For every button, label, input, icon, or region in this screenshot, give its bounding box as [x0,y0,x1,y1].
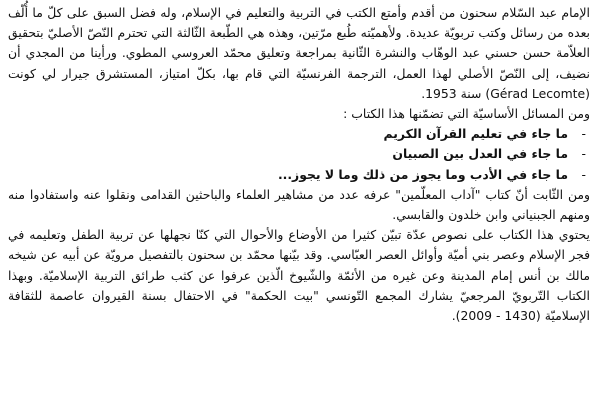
topics-list [8,124,590,185]
list-item: - ما جاء في العدل بين الصبيان [8,144,568,164]
content-paragraph: يحتوي هذا الكتاب على نصوص عدّة تبيّن كثيرا من الأوضاع والأحوال التي كنّا نجهلها عن تربية الطفل وتعليمه في فجر الإسلام وعصر بني أميّة وأوائل العصر العبّاسي. وقد بيّنها محمّد بن سحنون بالتفصيل مرويّة عن أبيه عن شيخه مالك بن أنس إمام المدينة وعن غيره من الأئمّة والشّيوخ الّذين عرفوا عن كثب طرائق التربية الإسلاميّة. وبهذا الكتاب التّربويّ المرجعيّ يشارك المجمع التّونسي "بيت الحكمة" في الاحتفال بسنة القيروان عاصمة للثقافة الإسلاميّة (1430 - 2009). [8,227,590,324]
list-item: - ما جاء في تعليم القرآن الكريم [8,124,568,144]
intro-paragraph: الإمام عبد السّلام سحنون من أقدم وأمتع الكتب في التربية والتعليم في الإسلام، وله فضل السبق على كلّ ما أُلّف بعده من رسائل وكتب تربويّة عديدة. ولأهميّته طُبع مرّتين، وهذه هي الطّبعة الثّالثة التي تحترم النّصّ الأصليّ بتحقيق العلاّمة حسن حسني عبد الوهّاب والنشرة الثّانية بمراجعة وتعليق محمّد العروسي المطوي. ورأينا من المجدي أن نضيف، إلى النّصّ الأصلي لهذا العمل، الترجمة الفرنسيّة التي قام بها، بكلّ امتياز، المستشرق جيرار لي كونت (Gérad Lecomte) سنة 1953. [8,5,590,101]
topics-heading: ومن المسائل الأساسيّة التي تضمّنها هذا الكتاب : [343,106,590,122]
list-item: - ما جاء في الأدب وما يجوز من ذلك وما لا يجوز... [8,165,568,185]
reception-paragraph: ومن الثّابت أنّ كتاب "آداب المعلّمين" عرفه عدد من مشاهير العلماء والباحثين القدامى ونقلوا عنه واستفادوا منه ومنهم الجبنياني وابن خلدون والقابسي. [8,186,590,223]
